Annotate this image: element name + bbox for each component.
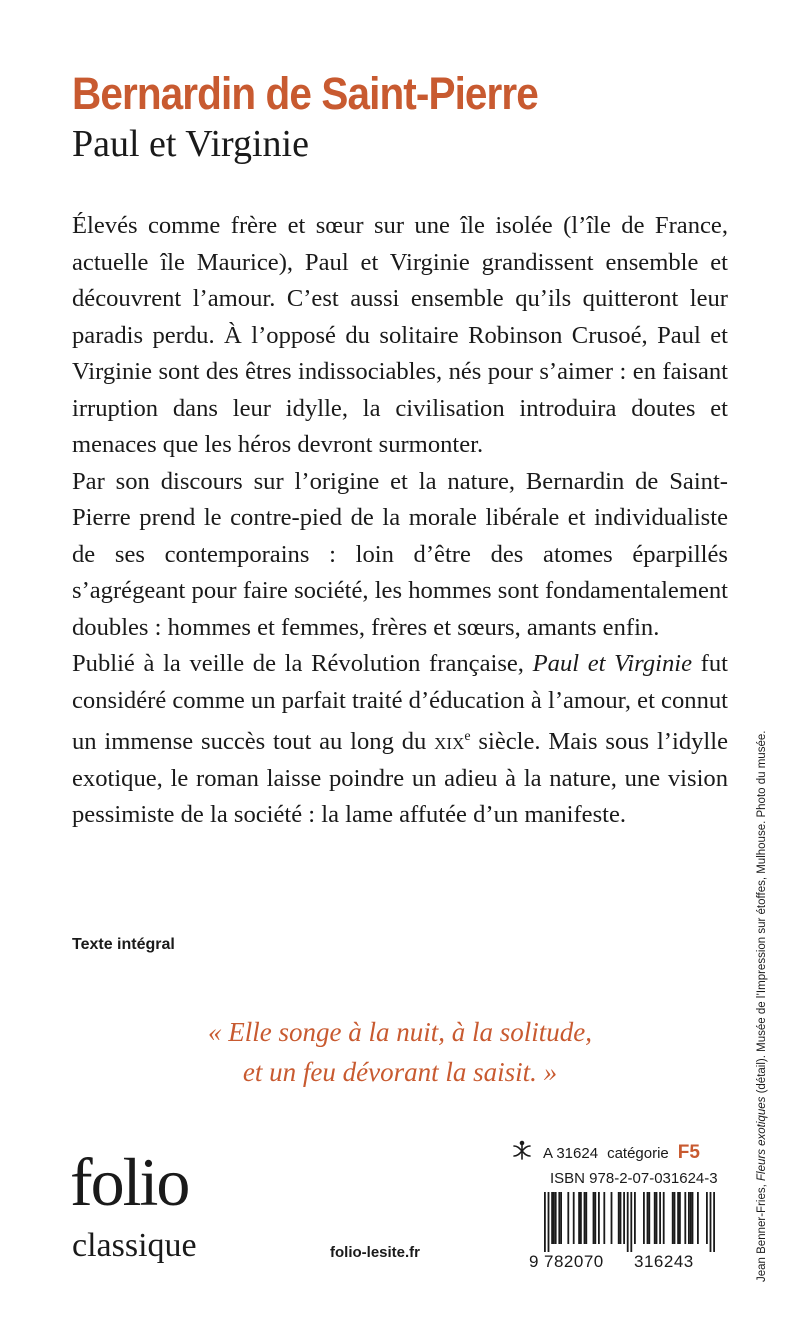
barcode-bar: [623, 1192, 625, 1244]
barcode-bar: [690, 1192, 692, 1244]
barcode-bar: [578, 1192, 580, 1244]
blurb-p3-century-sup: e: [464, 729, 471, 744]
barcode-bar: [594, 1192, 596, 1244]
barcode-bar: [611, 1192, 613, 1244]
barcode-bar: [684, 1192, 686, 1244]
barcode-bar: [544, 1192, 546, 1252]
catalog-number: A 31624: [543, 1144, 599, 1162]
barcode-bar: [634, 1192, 636, 1244]
isbn-number: ISBN 978-2-07-031624-3: [550, 1170, 718, 1187]
blurb-p3-end: siècle. Mais sous l’idylle exotique, le roman laisse poindre un adieu à la nature, une vision pessimiste de la société : la lame affutée d’un manifeste.: [72, 728, 728, 829]
barcode-bar: [553, 1192, 555, 1244]
barcode-bar: [648, 1192, 650, 1244]
barcode-bar: [593, 1192, 595, 1244]
barcode-bar: [551, 1192, 553, 1244]
blurb-paragraph-2: Par son discours sur l’origine et la nature, Bernardin de Saint-Pierre prend le contre-pied de la morale libérale et individualiste de ses contemporains : loin d’être des atomes éparpillés s’agrégeant pour faire société, les hommes sont fondamentalement doubles : hommes et femmes, frères et sœurs, amants enfin.: [72, 467, 728, 641]
barcode-bar: [598, 1192, 600, 1244]
barcode-bar: [627, 1192, 629, 1252]
image-credit: [756, 731, 768, 1282]
barcode-bar: [688, 1192, 690, 1244]
blurb-p3-mid: fut considéré comme un parfait traité d’éducation à l’amour, et connut un immense succès tout au long du: [72, 650, 728, 756]
barcode: [528, 1192, 720, 1252]
barcode-bar: [558, 1192, 560, 1244]
book-title: Paul et Virginie: [72, 123, 309, 165]
image-credit-work: Fleurs exotiques: [756, 1096, 768, 1181]
barcode-bar: [697, 1192, 699, 1244]
barcode-bar: [548, 1192, 550, 1252]
barcode-bar: [713, 1192, 715, 1252]
barcode-bar: [580, 1192, 582, 1244]
barcode-bar: [620, 1192, 622, 1244]
category-label: catégorie: [607, 1144, 669, 1162]
barcode-digits-group-2: 316243: [634, 1252, 694, 1271]
barcode-bar: [603, 1192, 605, 1244]
barcode-bar: [679, 1192, 681, 1244]
barcode-bar: [555, 1192, 557, 1244]
barcode-bar: [710, 1192, 712, 1252]
classique-logo: classique: [72, 1227, 197, 1264]
barcode-bar: [656, 1192, 658, 1244]
barcode-bar: [573, 1192, 575, 1244]
author-name: Bernardin de Saint-Pierre: [72, 68, 538, 119]
barcode-bar: [663, 1192, 665, 1244]
blurb-paragraph-3: [72, 646, 728, 834]
barcode-bar: [584, 1192, 586, 1244]
image-credit-prefix: Jean Benner-Fries,: [756, 1181, 768, 1282]
barcode-bar: [567, 1192, 569, 1244]
barcode-bar: [674, 1192, 676, 1244]
edition-note: Texte intégral: [72, 936, 175, 953]
image-credit-suffix: (détail). Musée de l’Impression sur étoffes, Mulhouse. Photo du musée.: [756, 730, 768, 1097]
category-code: F5: [677, 1142, 700, 1163]
barcode-bar: [618, 1192, 620, 1244]
barcode-bar: [585, 1192, 587, 1244]
blurb-paragraph-1: Élevés comme frère et sœur sur une île isolée (l’île de France, actuelle île Maurice), Paul et Virginie grandissent ensemble et découvrent l’amour. C’est aussi ensemble qu’ils quitteront leur paradis perdu. À l’opposé du solitaire Robinson Crusoé, Paul et Virginie sont des êtres indissociables, nés pour s’aimer : en faisant irruption dans leur idylle, la civilisation introduira doutes et menaces que les héros devront surmonter.: [72, 212, 728, 458]
barcode-digits-group-1: 782070: [544, 1252, 604, 1271]
folio-logo: folio: [70, 1144, 189, 1220]
barcode-bar: [560, 1192, 562, 1244]
barcode-bar: [647, 1192, 649, 1244]
barcode-bar: [692, 1192, 694, 1244]
blurb-p3-century: xix: [434, 728, 465, 756]
barcode-bar: [706, 1192, 708, 1244]
barcode-bar: [672, 1192, 674, 1244]
blurb-p3-start: Publié à la veille de la Révolution française,: [72, 650, 533, 677]
blurb-p3-title: Paul et Virginie: [532, 650, 693, 677]
barcode-lead-digit: 9: [529, 1252, 539, 1271]
pull-quote: [72, 1012, 728, 1092]
barcode-bar: [630, 1192, 632, 1252]
pull-quote-line-1: « Elle songe à la nuit, à la solitude,: [208, 1017, 592, 1047]
barcode-bar: [659, 1192, 661, 1244]
pull-quote-line-2: et un feu dévorant la saisit. »: [242, 1057, 558, 1087]
catalog-line: [510, 1140, 700, 1166]
barcode-bar: [654, 1192, 656, 1244]
barcode-bar: [677, 1192, 679, 1244]
folio-ornament-icon: [510, 1140, 534, 1166]
website-link[interactable]: folio-lesite.fr: [330, 1244, 421, 1261]
back-cover-blurb: [72, 208, 728, 834]
barcode-bar: [643, 1192, 645, 1244]
